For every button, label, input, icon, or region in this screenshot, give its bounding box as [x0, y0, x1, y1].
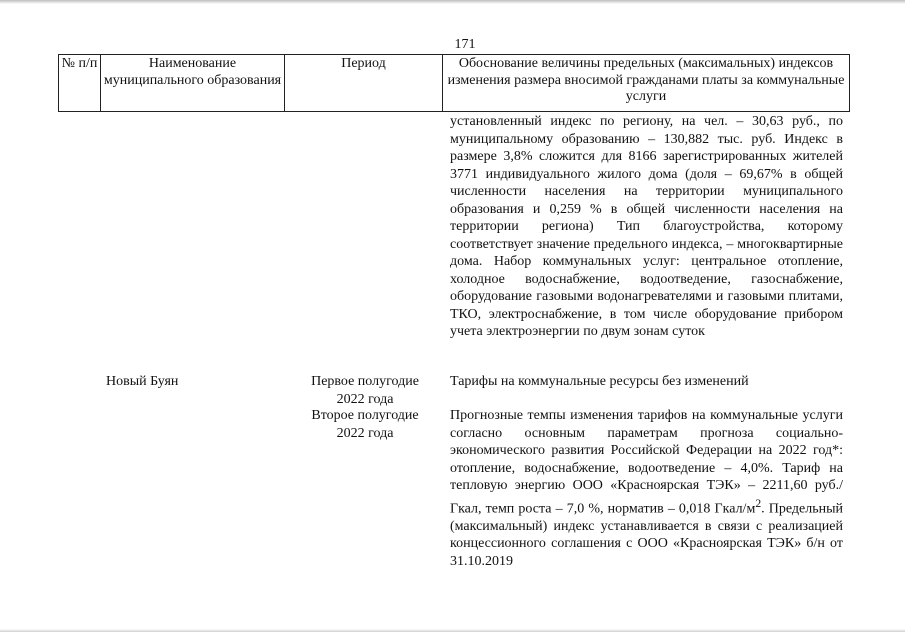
period-second-half-line-2: 2022 года — [336, 425, 394, 441]
row-basis-continuation: установленный индекс по региону, на чел. – 30,63 руб., по муниципальному образованию – 130,882 тыс. руб. Индекс в размере 3,8% сложится для 8166 зарегистрированных жителей 3771 индивидуального жилого дома (доля – 69,67% в общей численности населения на территории муниципального образования и 0,259 % в общей численности населения на территории региона) Тип благоустройства, которому соответствует значение предельного индекса, – многоквартирные дома. Набор коммунальных услуг: центральное отопление, холодное водоснабжение, водоотведение, газоснабжение, оборудование газовыми водонагревателями и газовыми плитами, ТКО, электроснабжение, в том числе оборудование прибором учета электроэнергии по двум зонам суток — [450, 114, 843, 339]
period-first-half — [300, 373, 430, 408]
scan-edge-top — [0, 0, 905, 4]
header-col-number: № п/п — [59, 55, 101, 112]
basis-second-half-superscript: 2 — [755, 496, 762, 510]
header-col-basis: Обоснование величины предельных (максимальных) индексов изменения размера вносимой гражданами платы за коммунальные услуги — [443, 55, 850, 112]
basis-first-half: Тарифы на коммунальные ресурсы без изменений — [450, 374, 749, 389]
basis-second-half-text-1: Прогнозные темпы изменения тарифов на коммунальные услуги согласно основным параметрам прогноза социально-экономического развития Российской Федерации на 2022 год*: отопление, водоснабжение, водоотведение – 4,0%. Тариф на тепловую энергию ООО «Красноярская ТЭК» – 2211,60 руб./Гкал, темп роста – 7,0 %, норматив – 0,018 Гкал/м — [450, 408, 843, 517]
period-second-half-line-1: Второе полугодие — [311, 408, 419, 423]
period-first-half-line-2: 2022 года — [336, 391, 394, 407]
header-col-municipality: Наименование муниципального образования — [101, 55, 285, 112]
page-number: 171 — [454, 37, 476, 52]
header-col-period: Период — [285, 55, 443, 112]
basis-second-half — [450, 407, 843, 570]
table-header-row — [59, 55, 850, 112]
period-second-half — [300, 407, 430, 442]
table-header — [58, 54, 850, 112]
municipality-name: Новый Буян — [106, 374, 179, 389]
period-first-half-line-1: Первое полугодие — [311, 374, 419, 389]
basis-second-half-text-2: . Предельный (максимальный) индекс устанавливается в связи с реализацией концессионного соглашения с ООО «Красноярская ТЭК» б/н от 31.10.2019 — [450, 501, 843, 569]
